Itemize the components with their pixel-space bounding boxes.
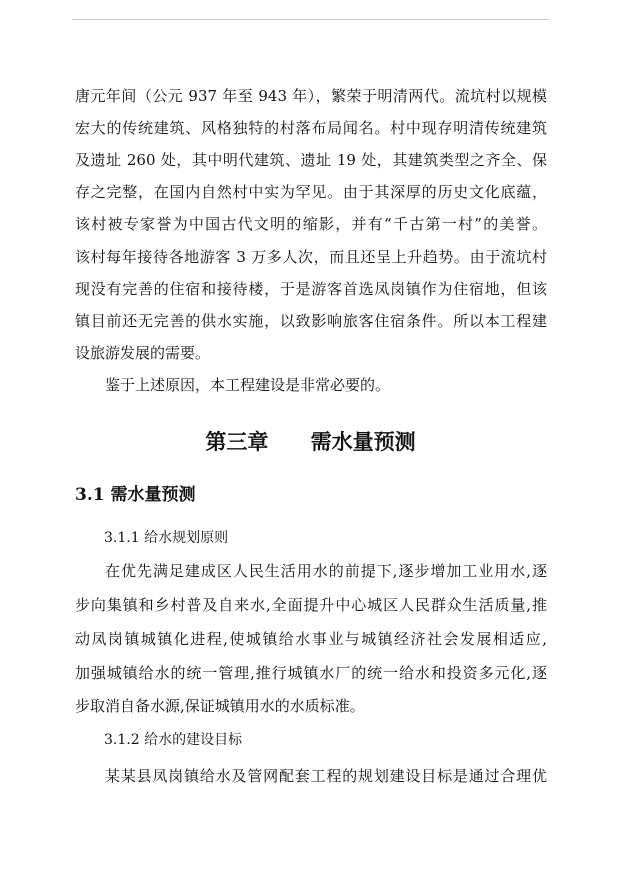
paragraph-line: 步向集镇和乡村普及自来水,全面提升中心城区人民群众生活质量,推	[75, 596, 547, 614]
paragraph-line: 设旅游发展的需要。	[75, 344, 211, 362]
subsection-title: 3.1.2 给水的建设目标	[104, 732, 243, 748]
paragraph-line: 加强城镇给水的统一管理,推行城镇水厂的统一给水和投资多元化,逐	[75, 664, 547, 682]
paragraph-line: 存之完整，在国内自然村中实为罕见。由于其深厚的历史文化底蕴，	[75, 183, 547, 201]
paragraph-line: 在优先满足建成区人民生活用水的前提下,逐步增加工业用水,逐	[105, 562, 547, 580]
subsection-title: 3.1.1 给水规划原则	[104, 530, 229, 546]
paragraph-line: 该村被专家誉为中国古代文明的缩影，并有“千古第一村”的美誉。	[75, 215, 547, 233]
paragraph-line: 步取消自备水源,保证城镇用水的水质标准。	[75, 697, 365, 715]
paragraph-line: 现没有完善的住宿和接待楼，于是游客首选凤岗镇作为住宿地，但该	[75, 280, 547, 298]
paragraph-line: 该村每年接待各地游客 3 万多人次，而且还呈上升趋势。由于流坑村	[75, 248, 547, 266]
paragraph-line: 及遗址 260 处，其中明代建筑、遗址 19 处，其建筑类型之齐全、保	[75, 151, 547, 169]
chapter-title: 第三章 需水量预测	[205, 429, 416, 454]
paragraph-line: 宏大的传统建筑、风格独特的村落布局闻名。村中现存明清传统建筑	[75, 119, 547, 137]
paragraph-line: 唐元年间（公元 937 年至 943 年），繁荣于明清两代。流坑村以规模	[75, 87, 547, 105]
page-header-rule	[72, 19, 549, 20]
paragraph-line: 某某县凤岗镇给水及管网配套工程的规划建设目标是通过合理优	[105, 767, 547, 785]
paragraph-line: 动凤岗镇城镇化进程,使城镇给水事业与城镇经济社会发展相适应,	[75, 630, 547, 648]
section-title: 3.1 需水量预测	[75, 485, 196, 505]
conclusion-line: 鉴于上述原因，本工程建设是非常必要的。	[105, 376, 391, 394]
paragraph-line: 镇目前还无完善的供水实施，以致影响旅客住宿条件。所以本工程建	[75, 312, 547, 330]
